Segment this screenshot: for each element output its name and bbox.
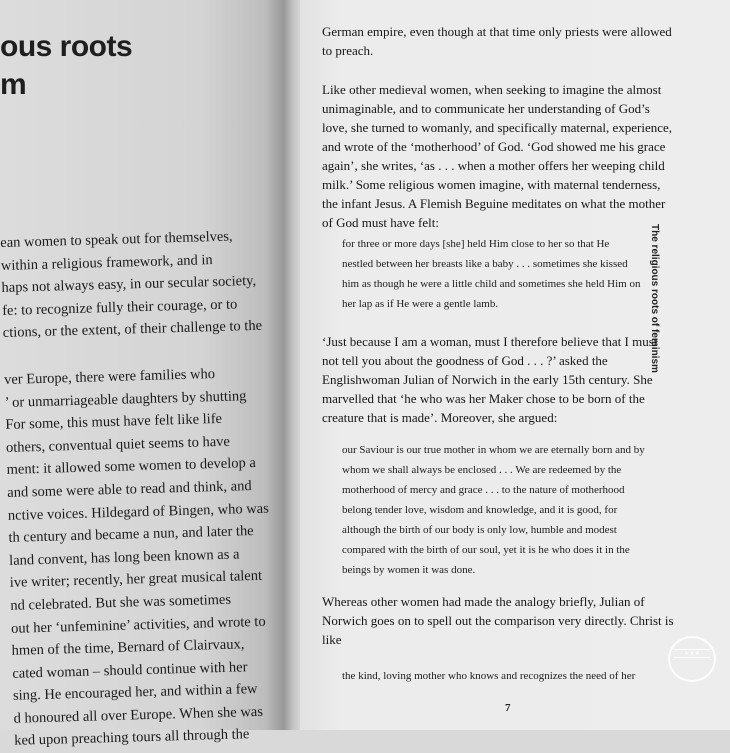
text-line: within a religious framework, and in [0, 251, 213, 274]
text-line: like [322, 632, 342, 647]
text-line: marvelled that ‘he who was her Maker chose to be born of the [322, 391, 645, 406]
text-line: sing. He encouraged her, and within a few [12, 681, 258, 705]
quote-line: the kind, loving mother who knows and recognizes the need of her [342, 670, 636, 682]
text-line: cated woman – should continue with her [12, 658, 248, 682]
text-line: nd celebrated. But she was sometimes [10, 591, 232, 614]
quote-line: him as though he were a little child and sometimes she held Him on [342, 278, 641, 290]
left-page-body [0, 224, 304, 753]
running-head: The religious roots of feminism [649, 224, 660, 373]
right-paragraph-3 [322, 332, 694, 427]
right-page [300, 0, 730, 730]
text-line: Englishwoman Julian of Norwich in the early 15th century. She [322, 372, 653, 387]
watermark-stamp-icon: ★★★ [668, 636, 716, 682]
text-line: German empire, even though at that time only priests were allowed [322, 24, 672, 39]
block-quote-beguine [342, 234, 690, 314]
text-line: ver Europe, there were families who [3, 366, 216, 388]
quote-line: her lap as if He were a gentle lamb. [342, 298, 499, 310]
text-line: ctions, or the extent, of their challenge to the [2, 318, 263, 342]
text-line: to preach. [322, 43, 374, 58]
text-line: others, conventual quiet seems to have [5, 433, 231, 456]
block-quote-mother [342, 666, 690, 686]
text-line: of God must have felt: [322, 215, 439, 230]
text-line: the infant Jesus. A Flemish Beguine meditates on what the mother [322, 196, 666, 211]
text-line: love, she turned to womanly, and specifically maternal, experience, [322, 120, 673, 135]
quote-line: for three or more days [she] held Him close to her so that He [342, 238, 610, 250]
text-line: not tell you about the goodness of God . . . ?’ asked the [322, 353, 608, 368]
text-line: haps not always easy, in our secular society, [1, 273, 257, 297]
text-line: d honoured all over Europe. When she was [13, 703, 264, 727]
text-line: and wrote of the ‘motherhood’ of God. ‘God showed me his grace [322, 139, 666, 154]
quote-line: belong tender love, wisdom and knowledge, and it is good, for [342, 504, 618, 516]
text-line: nctive voices. Hildegard of Bingen, who was [7, 500, 269, 524]
right-paragraph-1 [322, 22, 694, 60]
quote-line: motherhood of mercy and grace . . . to the nature of motherhood [342, 484, 625, 496]
show-through-text [70, 4, 74, 23]
quote-line: although the birth of our body is only low, humble and modest [342, 524, 617, 536]
left-paragraph-1 [0, 224, 293, 345]
text-line: ean women to speak out for themselves, [0, 228, 233, 251]
text-line: milk.’ Some religious women imagine, with maternal tenderness, [322, 177, 661, 192]
quote-line: compared with the birth of our soul, yet it is he who does it in the [342, 544, 630, 556]
quote-line: nestled between her breasts like a baby . . . sometimes she kissed [342, 258, 628, 270]
text-line: fe: to recognize fully their courage, or to [1, 296, 238, 319]
quote-line: beings by women it was done. [342, 564, 476, 576]
text-line: ‘Just because I am a woman, must I therefore believe that I must [322, 334, 658, 349]
text-line: again’, she writes, ‘as . . . when a mother offers her weeping child [322, 158, 665, 173]
text-line: Whereas other women had made the analogy briefly, Julian of [322, 594, 645, 609]
chapter-heading-line-2: m [0, 68, 27, 101]
text-line: land convent, has long been known as a [8, 546, 240, 569]
block-quote-julian [342, 440, 690, 580]
page-number: 7 [505, 702, 511, 714]
left-page [0, 0, 288, 750]
quote-line: whom we shall always be enclosed . . . We are redeemed by the [342, 464, 622, 476]
text-line: unimaginable, and to communicate her understanding of God’s [322, 101, 650, 116]
quote-line: our Saviour is our true mother in whom we are eternally born and by [342, 444, 645, 456]
text-line: ked upon preaching tours all through the [14, 726, 250, 750]
text-line: ive writer; recently, her great musical talent [9, 568, 263, 592]
text-line: ment: it allowed some women to develop a [6, 455, 257, 479]
text-line: ’ or unmarriageable daughters by shutting [4, 387, 247, 411]
text-line: and some were able to read and think, and [7, 478, 252, 501]
text-line: hmen of the time, Bernard of Clairvaux, [11, 636, 245, 659]
text-line: creature that is made’. Moreover, she argued: [322, 410, 558, 425]
text-line: th century and became a nun, and later the [8, 523, 254, 547]
text-line: Norwich goes on to spell out the comparison very directly. Christ is [322, 613, 674, 628]
text-line: Like other medieval women, when seeking to imagine the almost [322, 82, 662, 97]
chapter-heading-line-1: ous roots [0, 30, 133, 63]
text-line: For some, this must have felt like life [5, 411, 223, 434]
right-paragraph-4 [322, 592, 694, 649]
right-paragraph-2 [322, 80, 694, 232]
text-line: out her ‘unfeminine’ activities, and wrote to [10, 613, 266, 637]
left-paragraph-2 [4, 361, 305, 753]
